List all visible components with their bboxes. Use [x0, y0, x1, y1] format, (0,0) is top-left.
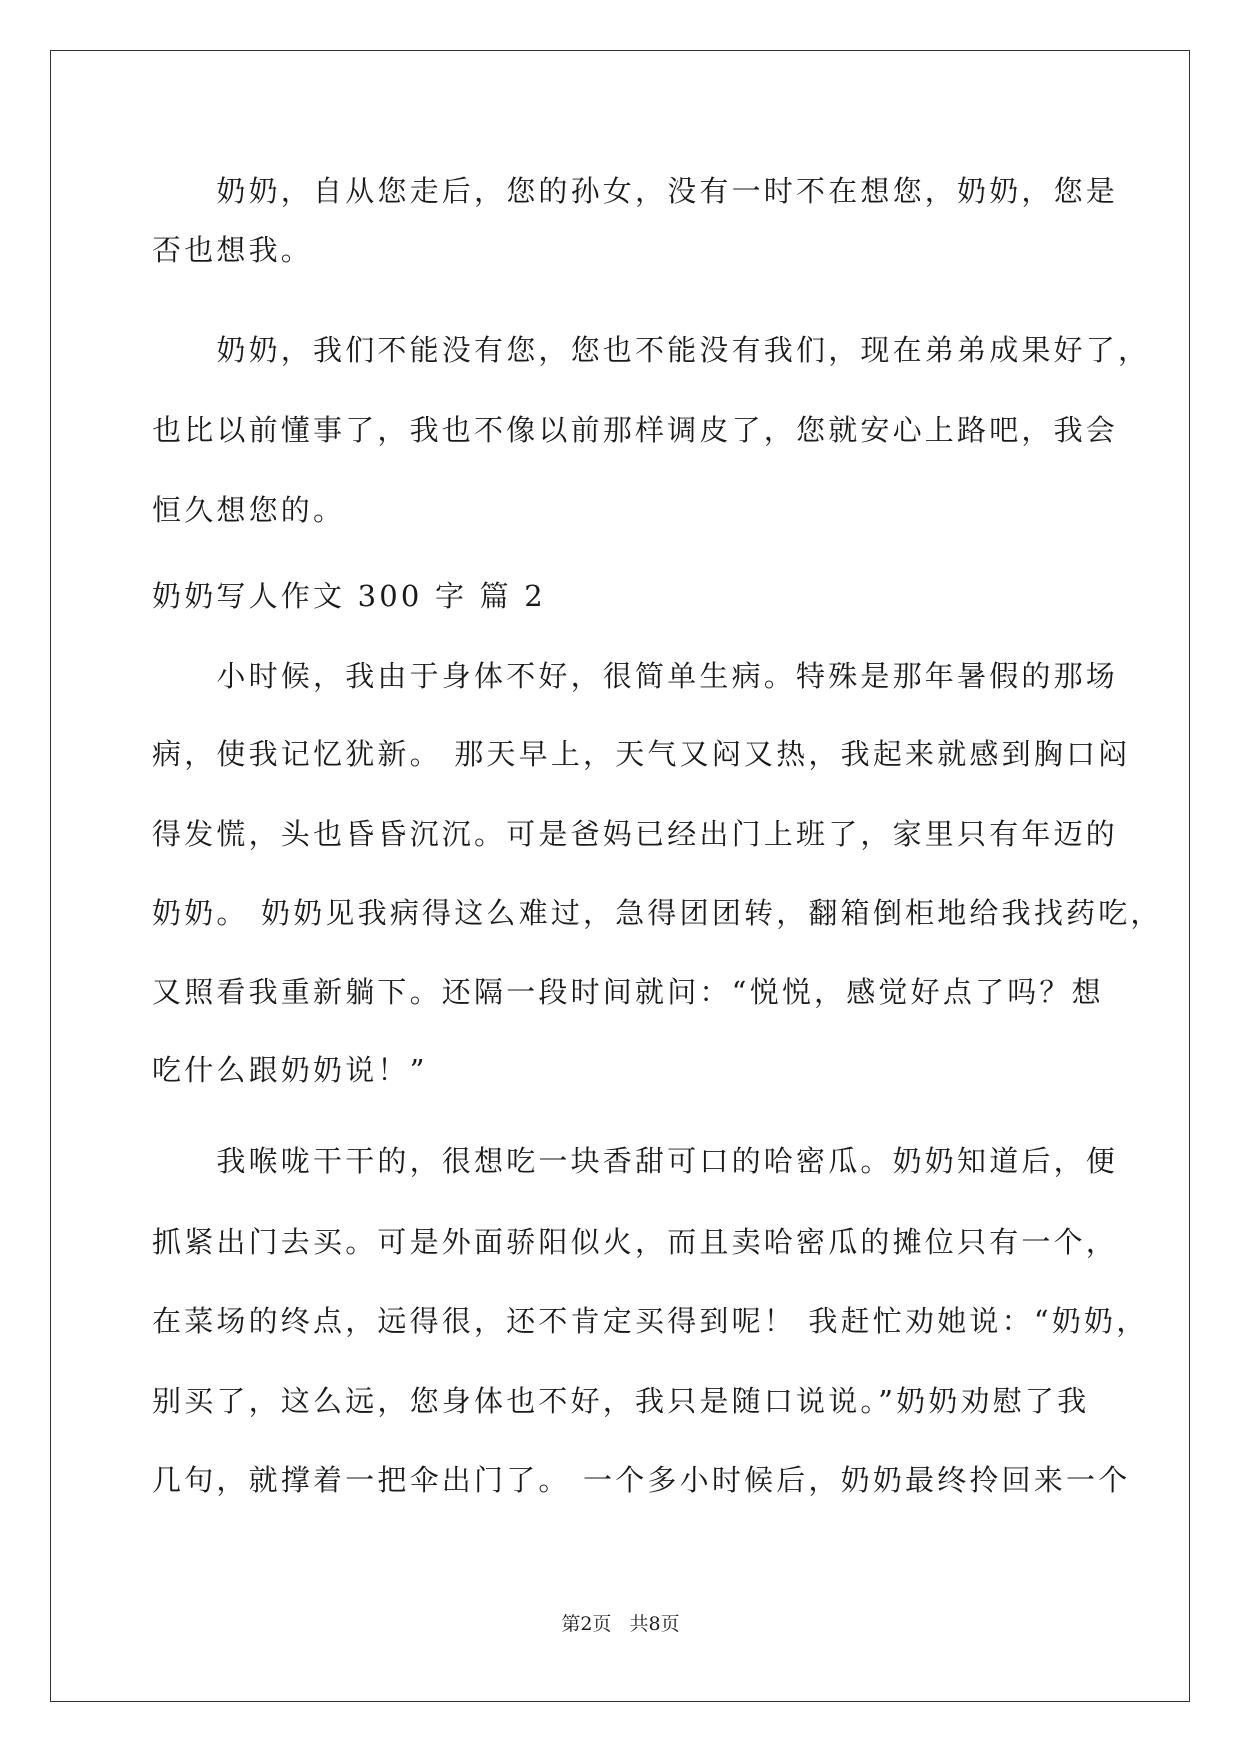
text-line: 在菜场的终点，远得很，还不肯定买得到呢！ 我赶忙劝她说：“奶奶，	[152, 1304, 1149, 1338]
text-line: 别买了，这么远，您身体也不好，我只是随口说说。”奶奶劝慰了我	[152, 1384, 1090, 1418]
text-line: 奶奶。 奶奶见我病得这么难过，急得团团转，翻箱倒柜地给我找药吃，	[152, 896, 1163, 930]
text-line: 又照看我重新躺下。还隔一段时间就问：“悦悦，感觉好点了吗？想	[152, 975, 1104, 1009]
text-line: 几句，就撑着一把伞出门了。 一个多小时候后，奶奶最终拎回来一个	[152, 1463, 1131, 1497]
text-line: 抓紧出门去买。可是外面骄阳似火，而且卖哈密瓜的摊位只有一个，	[152, 1225, 1119, 1259]
section-heading: 奶奶写人作文 300 字 篇 2	[152, 579, 546, 613]
text-line: 我喉咙干干的，很想吃一块香甜可口的哈密瓜。奶奶知道后，便	[152, 1144, 1119, 1178]
text-line: 也比以前懂事了，我也不像以前那样调皮了，您就安心上路吧，我会	[152, 413, 1119, 447]
text-line: 恒久想您的。	[152, 493, 346, 527]
text-line: 奶奶，我们不能没有您，您也不能没有我们，现在弟弟成果好了，	[152, 333, 1151, 367]
page-border	[50, 50, 1190, 1702]
text-line: 吃什么跟奶奶说！”	[152, 1053, 428, 1087]
text-line: 病，使我记忆犹新。 那天早上，天气又闷又热，我起来就感到胸口闷	[152, 737, 1131, 771]
text-line: 奶奶，自从您走后，您的孙女，没有一时不在想您，奶奶，您是	[152, 174, 1119, 208]
page-number-footer: 第2页 共8页	[561, 1613, 680, 1635]
text-line: 得发慌，头也昏昏沉沉。可是爸妈已经出门上班了，家里只有年迈的	[152, 817, 1119, 851]
text-line: 小时候，我由于身体不好，很简单生病。特殊是那年暑假的那场	[152, 659, 1119, 693]
text-line: 否也想我。	[152, 233, 314, 267]
